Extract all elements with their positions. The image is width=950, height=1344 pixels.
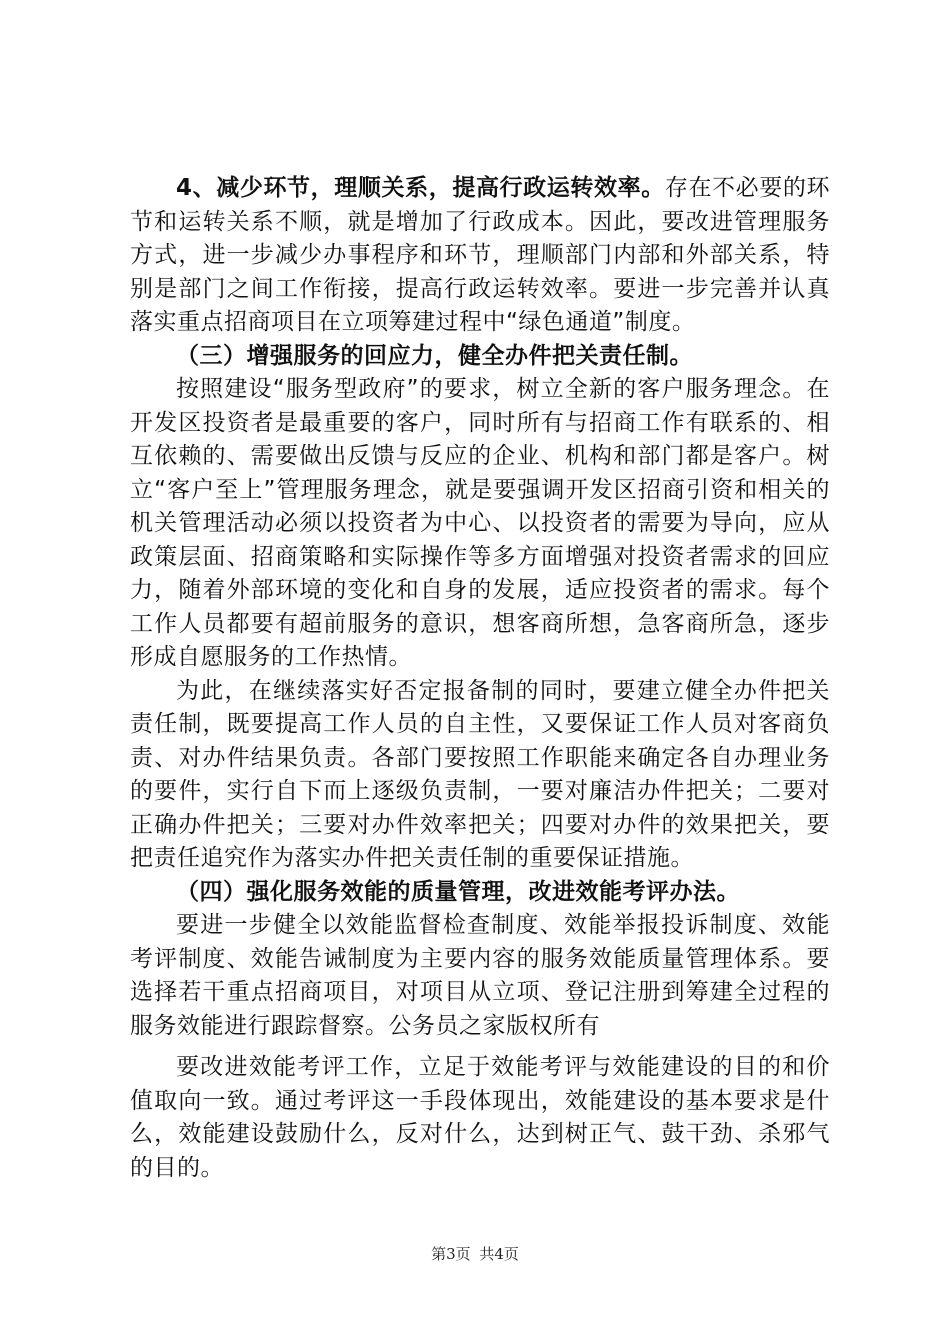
paragraph-1-text: 存在不必要的环节和运转关系不顺，就是增加了行政成本。因此，要改进管理服务方式，进一步减少办事程序和环节，理顺部门内部和外部关系，特别是部门之间工作衔接，提高行政运转效率。要进一步完善并认真落实重点招商项目在立项筹建过程中“绿色通道”制度。: [130, 175, 830, 335]
document-body: [130, 172, 830, 1185]
section-heading-3: （三）增强服务的回应力，健全办件把关责任制。: [176, 342, 693, 369]
paragraph-2: 按照建设“服务型政府”的要求，树立全新的客户服务理念。在开发区投资者是最重要的客户，同时所有与招商工作有联系的、相互依赖的、需要做出反馈与反应的企业、机构和部门都是客户。树立“客户至上”管理服务理念，就是要强调开发区招商引资和相关的机关管理活动必须以投资者为中心、以投资者的需要为导向，应从政策层面、招商策略和实际操作等多方面增强对投资者需求的回应力，随着外部环境的变化和自身的发展，适应投资者的需求。每个工作人员都要有超前服务的意识，想客商所想，急客商所急，逐步形成自愿服务的工作热情。: [130, 376, 830, 670]
paragraph-1-lead: 4、减少环节，理顺关系，提高行政运转效率。: [176, 175, 665, 201]
page-total: 共4页: [479, 1245, 519, 1263]
paragraph-4: 要进一步健全以效能监督检查制度、效能举报投诉制度、效能考评制度、效能告诫制度为主要内容的服务效能质量管理体系。要选择若干重点招商项目，对项目从立项、登记注册到筹建全过程的服务效能进行跟踪督察。公务员之家版权所有: [130, 912, 830, 1039]
page-number: 第3页: [431, 1245, 471, 1263]
page-footer: [0, 1243, 950, 1264]
paragraph-1: [130, 172, 830, 340]
section-heading-4: （四）强化服务效能的质量管理，改进效能考评办法。: [176, 878, 740, 905]
paragraph-5: 要改进效能考评工作，立足于效能考评与效能建设的目的和价值取向一致。通过考评这一手段体现出，效能建设的基本要求是什么，效能建设鼓励什么，反对什么，达到树正气、鼓干劲、杀邪气的目的。: [130, 1054, 830, 1181]
paragraph-3: 为此，在继续落实好否定报备制的同时，要建立健全办件把关责任制，既要提高工作人员的自主性，又要保证工作人员对客商负责、对办件结果负责。各部门要按照工作职能来确定各自办理业务的要件，实行自下而上逐级负责制，一要对廉洁办件把关；二要对正确办件把关；三要对办件效率把关；四要对办件的效果把关，要把责任追究作为落实办件把关责任制的重要保证措施。: [130, 677, 830, 871]
